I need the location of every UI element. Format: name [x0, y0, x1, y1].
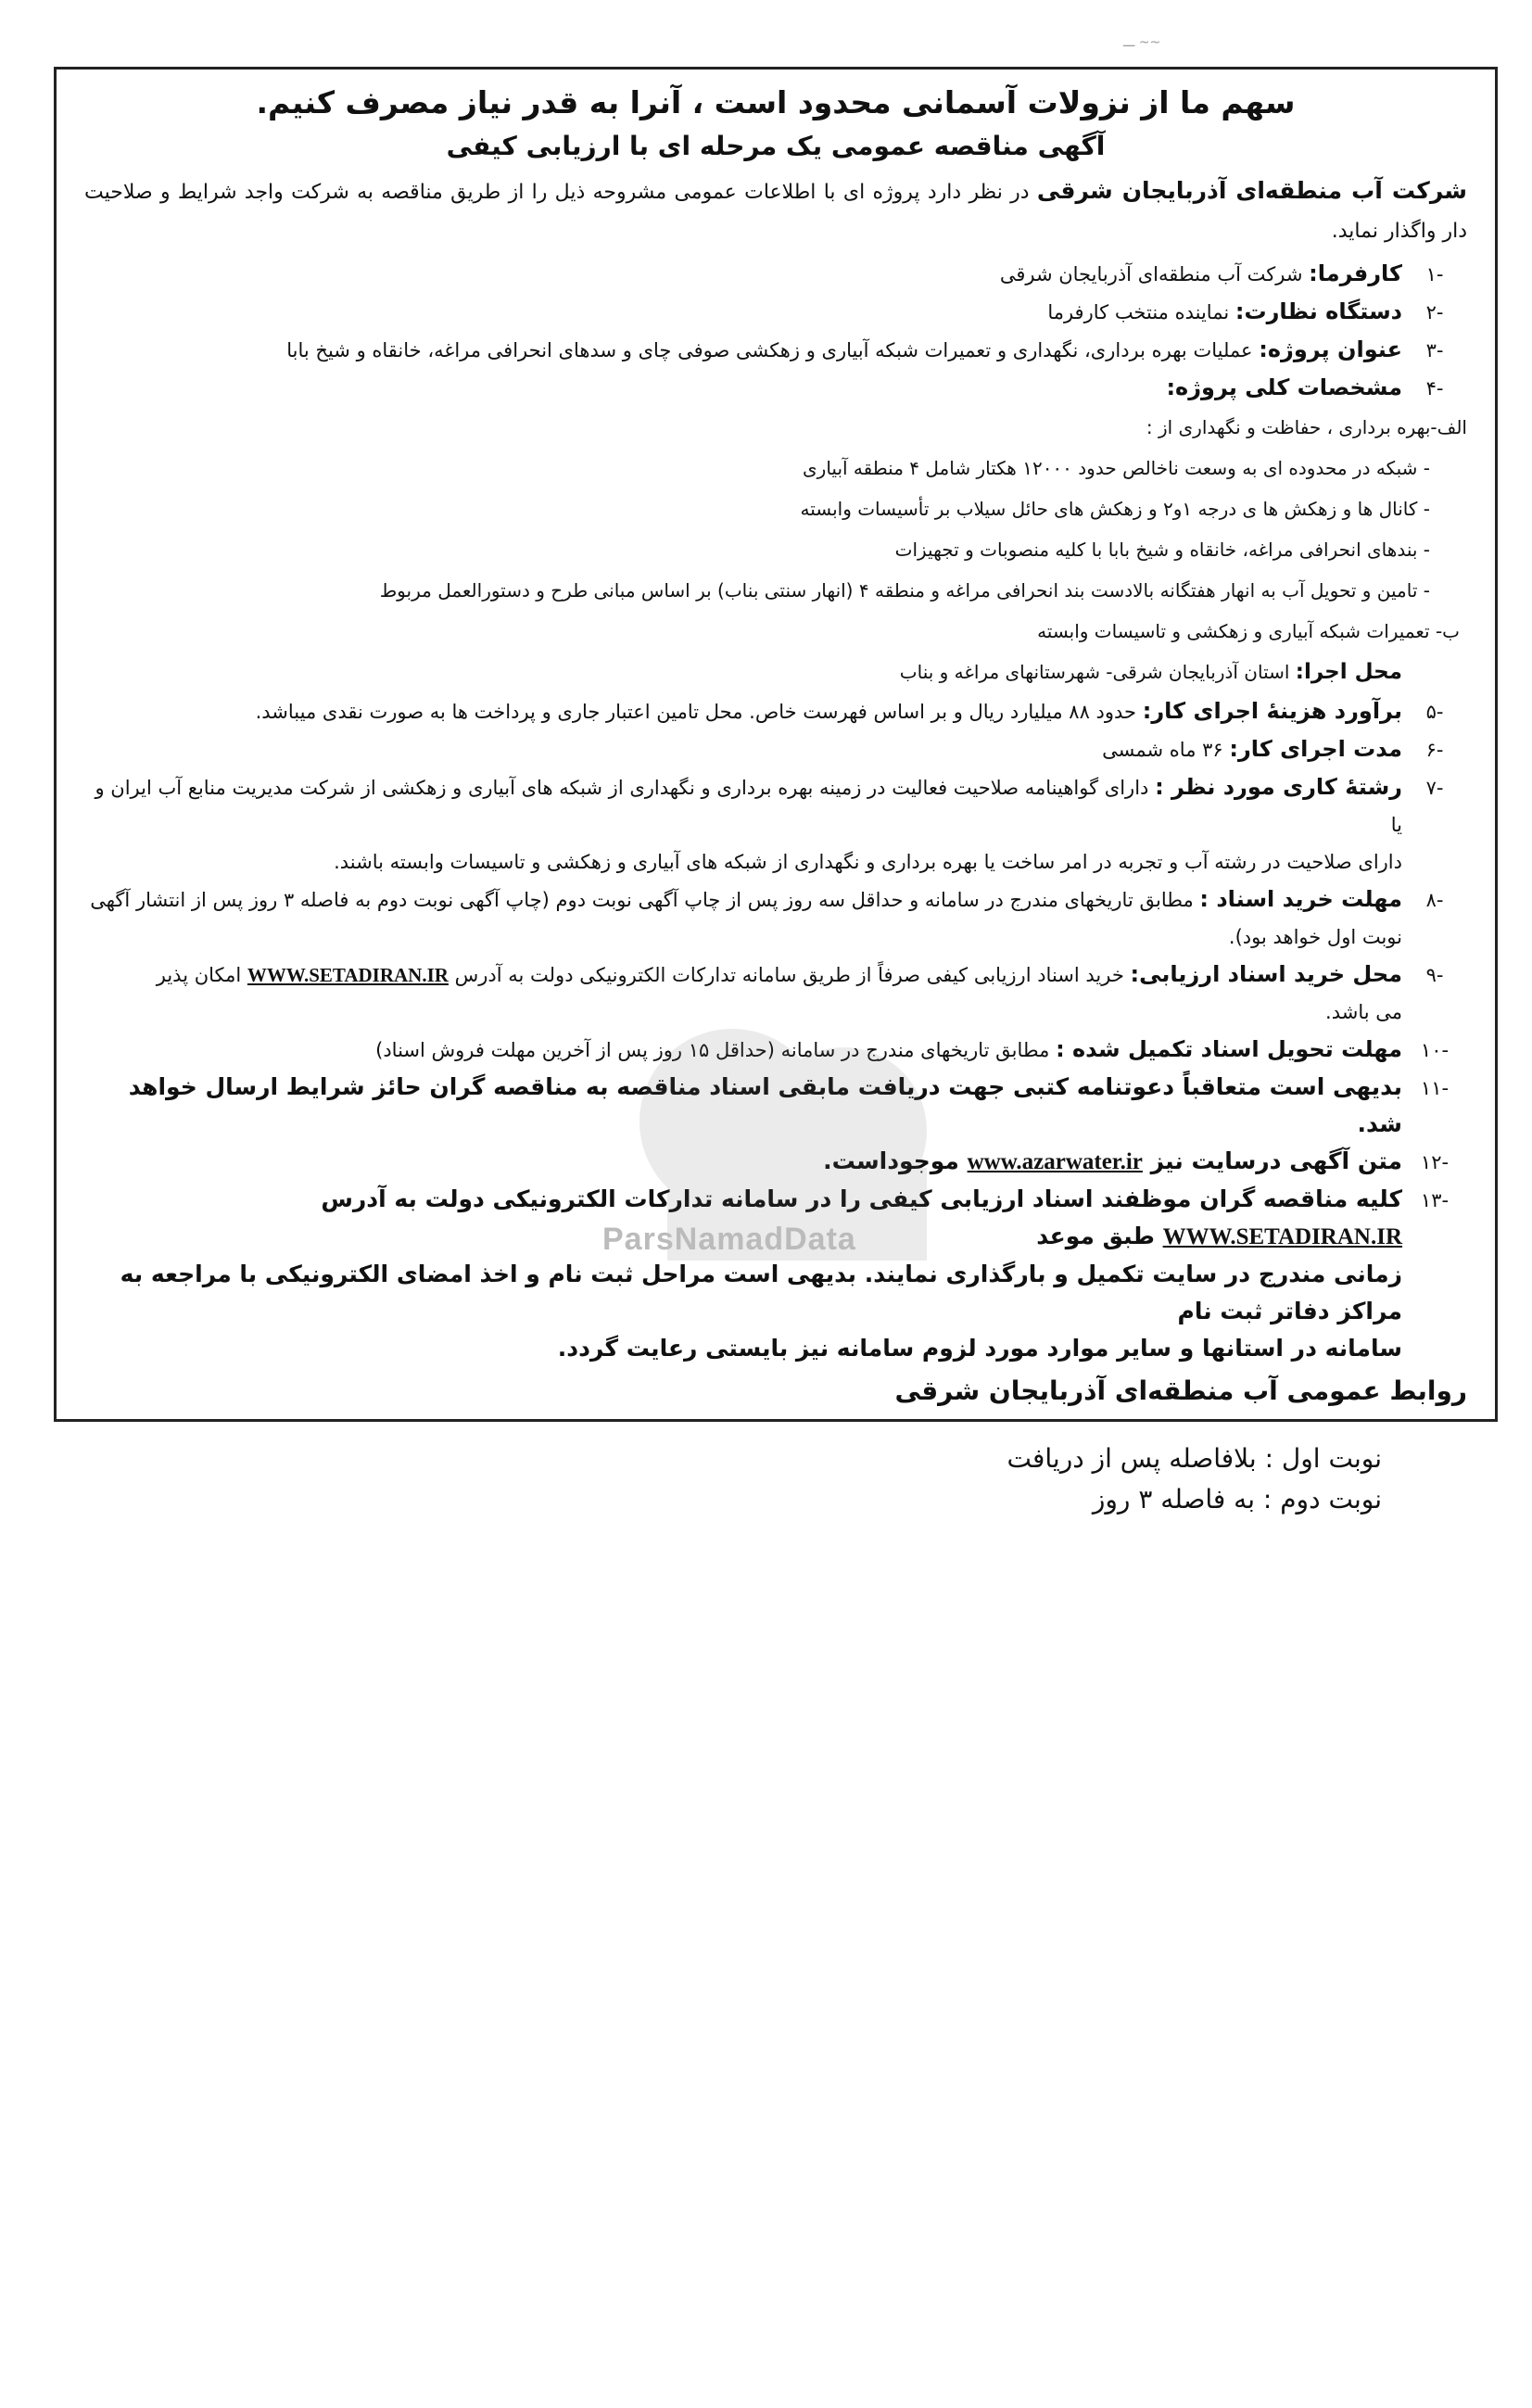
- notice-subtitle: آگهی مناقصه عمومی یک مرحله ای با ارزیابی کیفی: [446, 131, 1106, 161]
- spec-be: ب- تعمیرات شبکه آبیاری و زهکشی و تاسیسات وابسته: [1037, 620, 1460, 642]
- spec-bullet: - شبکه در محدوده ای به وسعت ناخالص حدود ۱۲۰۰۰ هکتار شامل ۴ منطقه آبیاری: [803, 457, 1430, 479]
- item-text: موجوداست.: [823, 1147, 968, 1174]
- item-label: مهلت تحویل اسناد تکمیل شده :: [1056, 1036, 1402, 1062]
- item-label: عنوان پروژه:: [1259, 336, 1402, 362]
- spec-bullet: - کانال ها و زهکش ها ی درجه ۱و۲ و زهکش های حائل سیلاب بر تأسیسات وابسته: [800, 498, 1430, 520]
- item-text: حدود ۸۸ میلیارد ریال و بر اساس فهرست خاص. محل تامین اعتبار جاری و پرداخت ها به صورت نقدی میباشد.: [255, 701, 1143, 723]
- list-item: [84, 768, 1467, 843]
- item-number: -۱۱: [1420, 1077, 1450, 1099]
- spec-alef: الف-بهره برداری ، حفاظت و نگهداری از :: [1146, 416, 1467, 438]
- watermark-text: ParsNamadData: [602, 1222, 856, 1257]
- item-text: عملیات بهره برداری، نگهداری و تعمیرات شبکه آبیاری و زهکشی صوفی چای و سدهای انحرافی مراغه، خانقاه و شیخ بابا: [286, 339, 1260, 361]
- list-item: [84, 956, 1467, 994]
- item-continuation: می باشد.: [1325, 1001, 1402, 1023]
- item-text: کلیه مناقصه گران موظفند اسناد ارزیابی کیفی را در سامانه تدارکات الکترونیکی دولت به آدرس: [321, 1185, 1402, 1212]
- item-label: مهلت خرید اسناد :: [1199, 886, 1402, 912]
- item-text: نماینده منتخب کارفرما: [1047, 301, 1235, 323]
- item-number: -۱۳: [1420, 1189, 1450, 1211]
- public-relations-signature: روابط عمومی آب منطقه‌ای آذربایجان شرقی: [894, 1375, 1467, 1406]
- item-continuation: زمانی مندرج در سایت تکمیل و بارگذاری نمایند. بدیهی است مراحل ثبت نام و اخذ امضای الکترونیکی با مراجعه به مراکز دفاتر ثبت نام: [120, 1261, 1402, 1324]
- tender-notice-box: [54, 67, 1498, 1422]
- item-continuation: دارای صلاحیت در رشته آب و تجربه در امر ساخت یا بهره برداری و نگهداری از شبکه های آبیاری و زهکشی و تاسیسات وابسته باشند.: [334, 851, 1402, 873]
- item-text: متن آگهی درسایت نیز: [1142, 1147, 1402, 1174]
- item-text: ۳۶ ماه شمسی: [1102, 739, 1230, 761]
- item-label: کارفرما:: [1309, 260, 1402, 286]
- setadiran-link[interactable]: WWW.SETADIRAN.IR: [1162, 1224, 1402, 1249]
- item-number: -۸: [1425, 889, 1444, 911]
- list-item: [84, 1069, 1467, 1143]
- item-label: رشتهٔ کاری مورد نظر :: [1155, 774, 1402, 800]
- item-text: طبق موعد: [1036, 1223, 1163, 1249]
- item-text: مطابق تاریخهای مندرج در سامانه (حداقل ۱۵ روز پس از آخرین مهلت فروش اسناد): [375, 1039, 1057, 1061]
- publication-notes: [1007, 1438, 1382, 1520]
- spec-bullet: - بندهای انحرافی مراغه، خانقاه و شیخ بابا با کلیه منصوبات و تجهیزات: [894, 539, 1430, 561]
- list-item: [84, 369, 1467, 407]
- list-item: [84, 293, 1467, 331]
- item-label: محل خرید اسناد ارزیابی:: [1130, 961, 1402, 987]
- scan-mark: ـــ ~~: [1123, 35, 1161, 50]
- item-label: برآورد هزینهٔ اجرای کار:: [1142, 698, 1402, 724]
- list-item: [84, 331, 1467, 369]
- item-number: -۷: [1425, 777, 1444, 799]
- item-number: -۱: [1425, 263, 1444, 285]
- item-number: -۵: [1425, 701, 1444, 723]
- list-item: [84, 730, 1467, 768]
- slogan: سهم ما از نزولات آسمانی محدود است ، آنرا به قدر نیاز مصرف کنیم.: [256, 84, 1296, 120]
- intro-paragraph: [84, 171, 1467, 251]
- item-text: خرید اسناد ارزیابی کیفی صرفاً از طریق سامانه تدارکات الکترونیکی دولت به آدرس: [448, 964, 1131, 986]
- item-number: -۱۰: [1420, 1039, 1450, 1061]
- list-item: [84, 1031, 1467, 1069]
- item-continuation: سامانه در استانها و سایر موارد مورد لزوم سامانه نیز بایستی رعایت گردد.: [557, 1335, 1402, 1362]
- item-number: -۹: [1425, 964, 1444, 986]
- list-item: [84, 1143, 1467, 1181]
- items-list: [84, 255, 1467, 1367]
- setadiran-link[interactable]: WWW.SETADIRAN.IR: [247, 964, 449, 986]
- location-label: محل اجرا:: [1295, 660, 1402, 684]
- item-text: شرکت آب منطقه‌ای آذربایجان شرقی: [999, 263, 1310, 285]
- item-number: -۳: [1425, 339, 1444, 361]
- item-text: بدیهی است متعاقباً دعوتنامه کتبی جهت دریافت مابقی اسناد مناقصه به مناقصه گران حائز شرایط ارسال خواهد شد.: [128, 1073, 1402, 1137]
- location-text: استان آذربایجان شرقی- شهرستانهای مراغه و بناب: [899, 661, 1296, 683]
- item-number: -۲: [1425, 301, 1444, 323]
- item-number: -۱۲: [1420, 1151, 1450, 1173]
- item-number: -۴: [1425, 377, 1444, 399]
- company-name: شرکت آب منطقه‌ای آذربایجان شرقی: [1036, 177, 1467, 204]
- azarwater-link[interactable]: www.azarwater.ir: [967, 1149, 1143, 1174]
- item-number: -۶: [1425, 739, 1444, 761]
- item-continuation: نوبت اول خواهد بود).: [1228, 926, 1402, 948]
- list-item: [84, 692, 1467, 730]
- item-label: مدت اجرای کار:: [1229, 736, 1402, 762]
- item-text: مطابق تاریخهای مندرج در سامانه و حداقل سه روز پس از چاپ آگهی نوبت دوم (چاپ آگهی نوبت دوم به فاصله ۳ روز پس از انتشار آگهی: [90, 889, 1200, 911]
- list-item: [84, 255, 1467, 293]
- item-text: دارای گواهینامه صلاحیت فعالیت در زمینه بهره برداری و نگهداری از شبکه های آبیاری و زهکشی از شرکت مدیریت منابع آب ایران و یا: [95, 777, 1402, 836]
- second-publication: نوبت دوم : به فاصله ۳ روز: [1092, 1484, 1382, 1515]
- project-location: [84, 652, 1467, 692]
- intro-text: در نظر دارد پروژه ای با اطلاعات عمومی مشروحه ذیل را از طریق مناقصه به شرکت واجد شرایط و صلاحیت دار واگذار نماید.: [84, 181, 1467, 243]
- spec-bullet: - تامین و تحویل آب به انهار هفتگانه بالادست بند انحرافی مراغه و منطقه ۴ (انهار سنتی بناب) بر اساس مبانی طرح و دستورالعمل مربوط: [379, 579, 1430, 602]
- item-label: مشخصات کلی پروژه:: [1166, 374, 1402, 400]
- list-item: [84, 881, 1467, 919]
- first-publication: نوبت اول : بلافاصله پس از دریافت: [1007, 1443, 1382, 1474]
- item-label: دستگاه نظارت:: [1234, 298, 1402, 324]
- item-text: امکان پذیر: [156, 964, 247, 986]
